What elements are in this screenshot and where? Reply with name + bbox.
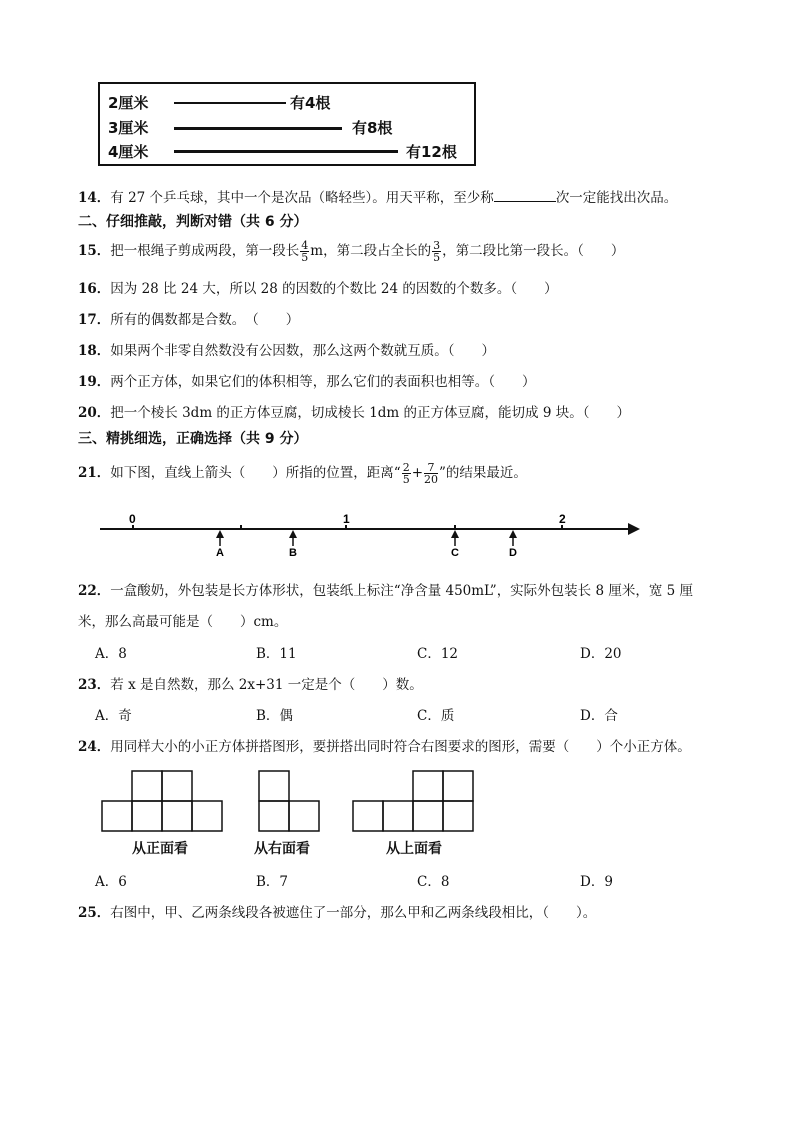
question-text: 米，那么高最可能是（ ）cm。 — [78, 614, 288, 630]
question-text: 把一根绳子剪成两段，第一段长 — [110, 243, 300, 259]
right-view-label: 从右面看 — [254, 841, 310, 857]
rod-2 — [174, 127, 342, 130]
option-b[interactable]: B．11 — [256, 646, 297, 662]
option-c[interactable]: C．质 — [417, 708, 455, 724]
rod-count-3: 有12根 — [406, 143, 457, 161]
svg-text:C: C — [451, 547, 459, 559]
fraction: $\frac{3}{5}$ — [433, 239, 441, 264]
question-text: 两个正方体，如果它们的体积相等，那么它们的表面积也相等。（ ） — [110, 374, 536, 390]
rod-length-3: 4厘米 — [108, 143, 149, 161]
question-text: 一盒酸奶，外包装是长方体形状，包装纸上标注“净含量 450mL”，实际外包装长 8 厘米，宽 5 厘 — [110, 583, 694, 599]
option-b[interactable]: B．7 — [256, 874, 289, 890]
right-view-figure — [257, 769, 323, 833]
front-view-figure — [100, 769, 226, 833]
fraction: $\frac{4}{5}$ — [301, 239, 309, 264]
rod-length-1: 2厘米 — [108, 94, 149, 112]
question-20 — [78, 405, 630, 421]
question-number: 24． — [78, 739, 111, 755]
option-c[interactable]: C．12 — [417, 646, 459, 662]
rod-3 — [174, 150, 398, 153]
fraction: $\frac{2}{5}$ — [402, 461, 410, 486]
option-a[interactable]: A．奇 — [95, 708, 132, 724]
arrow-c — [451, 530, 459, 559]
section-2-heading: 二、仔细推敲，判断对错（共 6 分） — [78, 214, 308, 230]
question-number: 14． — [78, 190, 111, 206]
question-14 — [78, 189, 677, 206]
option-d[interactable]: D．合 — [580, 708, 618, 724]
svg-text:A: A — [216, 547, 224, 559]
answer-blank[interactable] — [494, 189, 556, 202]
tick-label-2: 2 — [559, 512, 566, 526]
question-21 — [78, 462, 527, 485]
question-18 — [78, 343, 495, 359]
question-text-end: ，第二段比第一段长。（ ） — [442, 243, 625, 259]
tick-label-0: 0 — [129, 512, 136, 526]
number-line — [96, 508, 644, 560]
option-a[interactable]: A．6 — [95, 874, 127, 890]
section-3-heading: 三、精挑细选，正确选择（共 9 分） — [78, 431, 308, 447]
rod-count-1: 有4根 — [290, 94, 331, 112]
question-text-mid: m，第二段占全长的 — [310, 243, 432, 259]
svg-text:D: D — [509, 547, 517, 559]
rod-count-2: 有8根 — [352, 119, 393, 137]
question-number: 21． — [78, 465, 111, 481]
front-view-label: 从正面看 — [132, 841, 188, 857]
question-text: 用同样大小的小正方体拼搭图形，要拼搭出同时符合右图要求的图形，需要（ ）个小正方体。 — [110, 739, 691, 755]
top-view-label: 从上面看 — [386, 841, 442, 857]
option-d[interactable]: D．9 — [580, 874, 613, 890]
question-text: 所有的偶数都是合数。 （ ） — [110, 312, 300, 328]
question-17 — [78, 312, 299, 328]
option-b[interactable]: B．偶 — [256, 708, 293, 724]
arrow-b — [289, 530, 297, 559]
top-view-figure — [351, 769, 477, 833]
tick-label-1: 1 — [343, 512, 350, 526]
question-text-end: ”的结果最近。 — [439, 465, 527, 481]
rod-length-2: 3厘米 — [108, 119, 149, 137]
question-number: 19． — [78, 374, 111, 390]
svg-text:B: B — [289, 547, 297, 559]
question-19 — [78, 374, 536, 390]
question-text-end: 次一定能找出次品。 — [555, 190, 678, 206]
question-25 — [78, 905, 596, 921]
question-16 — [78, 281, 558, 297]
arrow-a — [216, 530, 224, 559]
rod-1 — [174, 102, 286, 104]
question-text: 如下图，直线上箭头（ ）所指的位置，距离“ — [110, 465, 401, 481]
option-a[interactable]: A．8 — [95, 646, 127, 662]
question-text: 右图中，甲、乙两条线段各被遮住了一部分，那么甲和乙两条线段相比，（ ）。 — [110, 905, 597, 921]
question-24 — [78, 739, 691, 755]
plus-sign: + — [411, 465, 424, 481]
question-number: 22． — [78, 583, 111, 599]
question-text: 有 27 个乒乓球，其中一个是次品（略轻些）。用天平称，至少称 — [110, 190, 494, 206]
option-d[interactable]: D．20 — [580, 646, 622, 662]
arrow-d — [509, 530, 517, 559]
question-number: 20． — [78, 405, 111, 421]
rods-figure — [98, 82, 476, 166]
question-text: 因为 28 比 24 大，所以 28 的因数的个数比 24 的因数的个数多。（ ） — [110, 281, 558, 297]
question-number: 16． — [78, 281, 111, 297]
question-number: 25． — [78, 905, 111, 921]
question-23 — [78, 677, 423, 693]
question-22-line-2 — [78, 614, 287, 630]
question-text: 把一个棱长 3dm 的正方体豆腐，切成棱长 1dm 的正方体豆腐，能切成 9 块。（ ） — [110, 405, 630, 421]
question-text: 如果两个非零自然数没有公因数，那么这两个数就互质。（ ） — [110, 343, 496, 359]
question-text: 若 x 是自然数，那么 2x+31 一定是个（ ）数。 — [110, 677, 423, 693]
option-c[interactable]: C．8 — [417, 874, 450, 890]
fraction: $\frac{7}{20}$ — [424, 461, 439, 486]
question-number: 17． — [78, 312, 111, 328]
question-number: 15． — [78, 243, 111, 259]
question-15 — [78, 240, 624, 263]
question-number: 23． — [78, 677, 111, 693]
question-22 — [78, 583, 693, 599]
question-number: 18． — [78, 343, 111, 359]
